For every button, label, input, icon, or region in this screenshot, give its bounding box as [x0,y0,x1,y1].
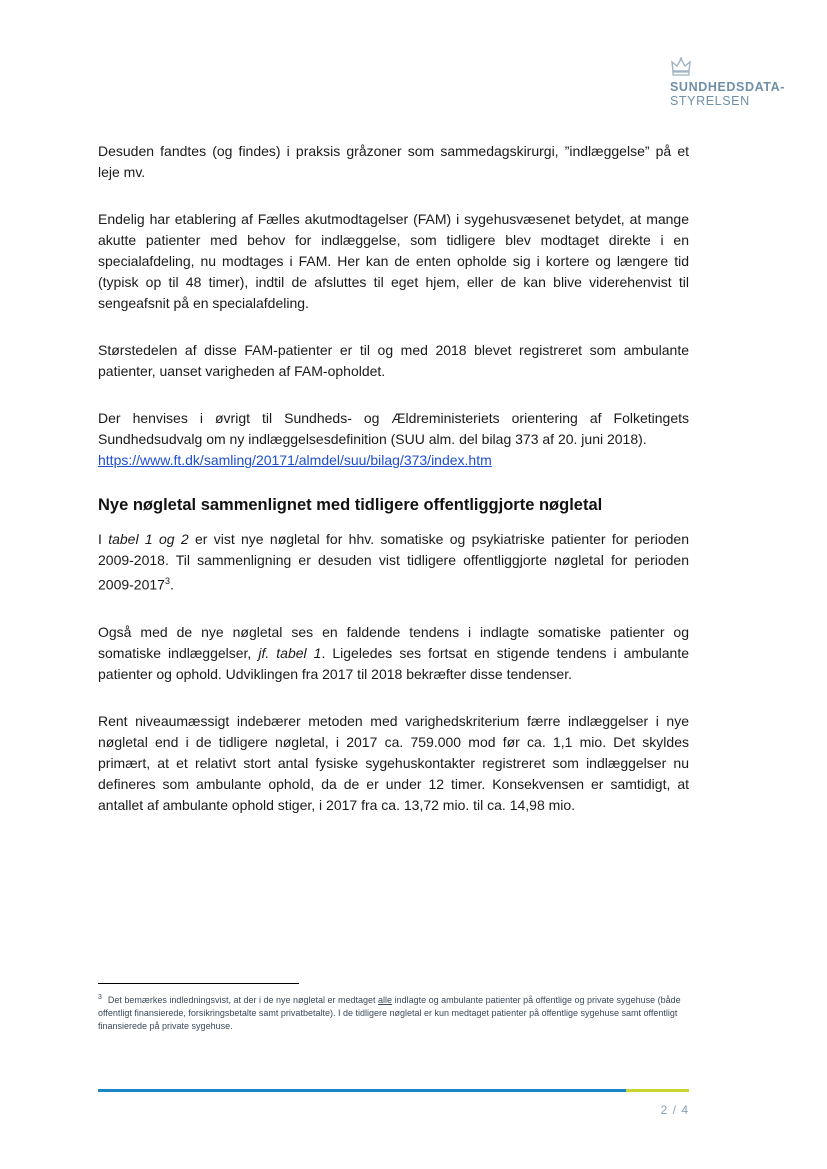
footnote-divider [98,983,299,984]
paragraph: Rent niveaumæssigt indebærer metoden med varighedskriterium færre indlæggelser i nye nøgletal end i de tidligere nøgletal, i 2017 ca. 759.000 mod før ca. 1,1 mio. Det skyldes primært, at et relativt stort antal fysiske sygehuskontakter registreret som indlæggelser nu defineres som ambulante ophold, da de er under 12 timer. Konsekvensen er samtidigt, at antallet af ambulante ophold stiger, i 2017 fra ca. 13,72 mio. til ca. 14,98 mio. [98,712,689,813]
section-heading: Nye nøgletal sammenlignet med tidligere offentliggjorte nøgletal [98,496,603,514]
text: Også med de nye nøgletal ses en faldende tendens i indlagte somatiske patienter og somatiske indlæggelser, [98,623,689,661]
paragraph-reference [98,408,689,471]
page-number: 2 / 4 [660,1103,689,1117]
paragraph [98,529,689,596]
footnote-number: 3 [98,994,102,1001]
footer-bar-blue [98,1089,626,1092]
footer-bar-green [626,1089,689,1092]
text: . Ligeledes ses fortsat en stigende tendens i ambulante patienter og ophold. Udviklingen fra 2017 til 2018 bekræfter disse tendenser. [98,644,689,682]
footnote [98,991,690,1033]
text: I [98,531,109,547]
reference-text: Der henvises i øvrigt til Sundheds- og Ældreministeriets orientering af Folketingets Sundhedsudvalg om ny indlæggelsesdefinition (SUU alm. del bilag 373 af 20. juni 2018). [98,410,689,447]
paragraph: Størstedelen af disse FAM-patienter er til og med 2018 blevet registreret som ambulante patienter, uanset varigheden af FAM-opholdet. [98,342,689,379]
paragraph [98,622,689,685]
table-reference: tabel 1 og 2 [108,531,189,547]
document-body [98,141,689,836]
footnote-text: Det bemærkes indledningsvist, at der i de nye nøgletal er medtaget [107,995,379,1005]
text: . [169,576,174,593]
logo-text-line1: SUNDHEDSDATA- [670,80,785,94]
footnote-text: indlagte og ambulante patienter på offentlige og private sygehuse (både offentligt finansierede, forsikringsbetalte samt privatbetalte). I de tidligere nøgletal er kun medtaget patienter på offentlige sygehuse samt offentligt finansierede på private sygehuse. [98,995,681,1031]
paragraph: Desuden fandtes (og findes) i praksis gråzoner som sammedagskirurgi, ”indlæggelse” på et leje mv. [98,143,689,180]
text: er vist nye nøgletal for hhv. somatiske og psykiatriske patienter for perioden 2009-2018. Til sammenligning er desuden vist tidligere offentliggjorte nøgletal for perioden 2009-2017 [98,531,689,593]
footnote-underlined: alle [378,995,393,1005]
table-reference: jf. tabel 1 [258,644,322,661]
reference-link[interactable]: https://www.ft.dk/samling/20171/almdel/suu/bilag/373/index.htm [98,452,492,468]
footnote-marker[interactable]: 3 [164,576,170,586]
crown-icon [670,56,692,78]
logo-text-line2: STYRELSEN [670,94,750,108]
paragraph: Endelig har etablering af Fælles akutmodtagelser (FAM) i sygehusvæsenet betydet, at mange akutte patienter med behov for indlæggelse, som tidligere blev modtaget direkte i en specialafdeling, nu modtages i FAM. Her kan de enten opholde sig i kortere og længere tid (typisk op til 48 timer), indtil de afsluttes til eget hjem, eller de kan blive viderehenvist til sengeafsnit på en specialafdeling. [98,211,689,311]
